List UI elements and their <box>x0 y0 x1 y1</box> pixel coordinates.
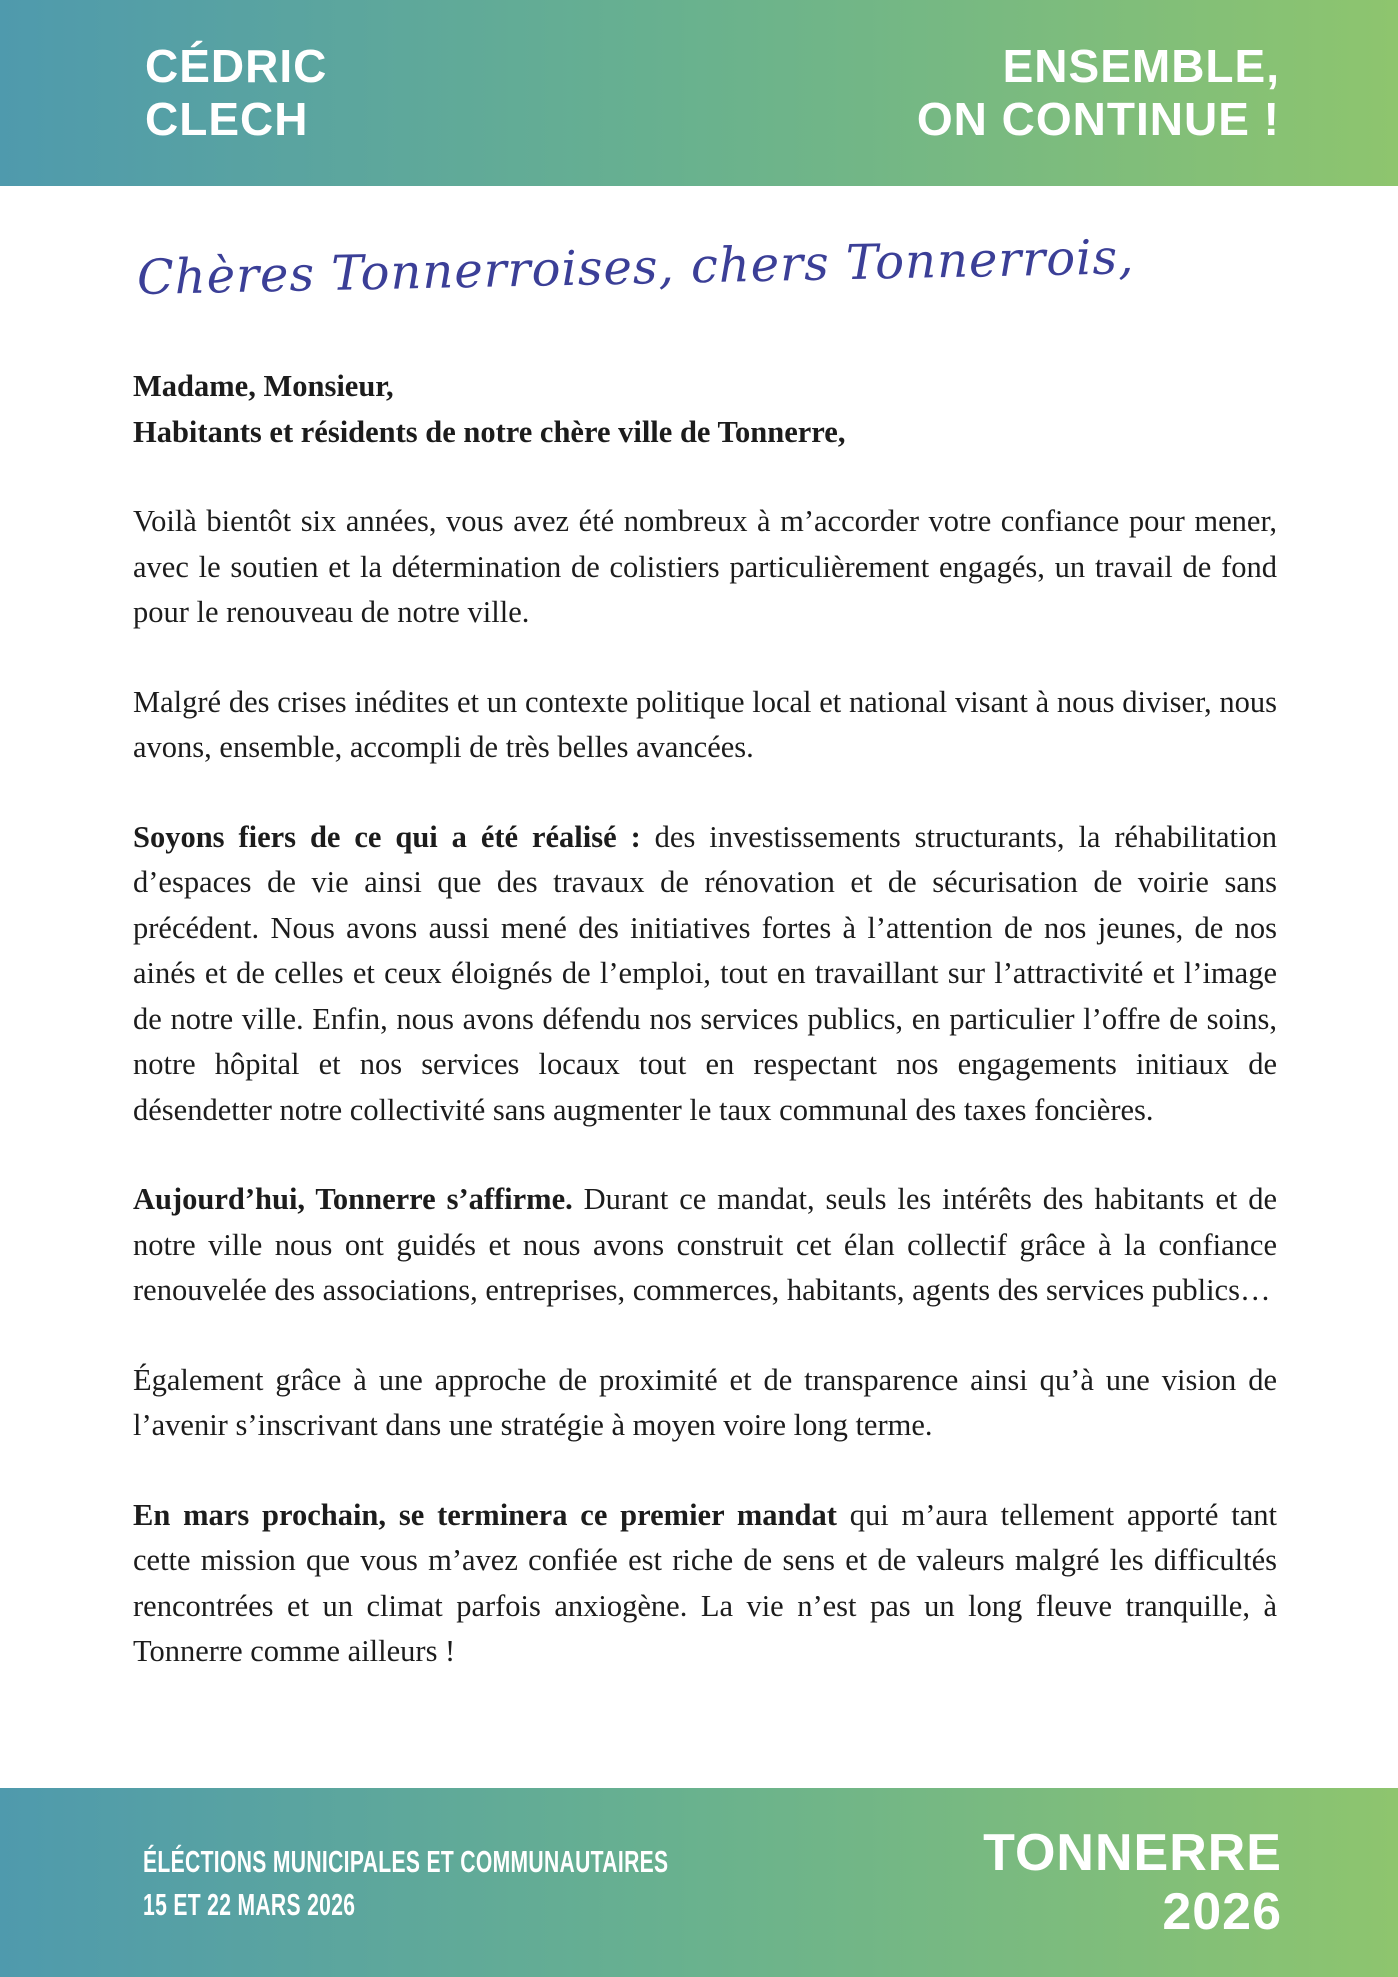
letter-paragraph <box>133 1358 1277 1449</box>
paragraph-text: qui m’aura tellement apporté tant cette mission que vous m’avez confiée est riche de sens et de valeurs malgré les difficultés rencontrées et un climat parfois anxiogène. La vie n’est pas un long fleuve tranquille, à Tonnerre comme ailleurs ! <box>133 1497 1277 1668</box>
handwritten-greeting: Chères Tonnerroises, chers Tonnerrois, <box>136 229 1135 306</box>
campaign-slogan-line1: ENSEMBLE, <box>1002 40 1280 92</box>
paragraph-text: Voilà bientôt six années, vous avez été nombreux à m’accorder votre confiance pour mener, avec le soutien et la détermination de colistiers particulièrement engagés, un travail de fond pour le renouveau de notre ville. <box>133 504 1277 629</box>
brand-year: 2026 <box>1162 1882 1282 1941</box>
election-title: ÉLÉCTIONS MUNICIPALES ET COMMUNAUTAIRES <box>143 1843 669 1879</box>
candidate-name-line2: CLECH <box>145 93 309 145</box>
paragraph-lead: En mars prochain, se terminera ce premier mandat <box>133 1497 850 1532</box>
paragraph-text: Malgré des crises inédites et un contexte politique local et national visant à nous diviser, nous avons, ensemble, accompli de très belles avancées. <box>133 684 1277 764</box>
campaign-slogan-line2: ON CONTINUE ! <box>916 93 1280 145</box>
campaign-slogan <box>917 40 1280 146</box>
header-banner <box>0 0 1398 186</box>
election-dates: 15 ET 22 MARS 2026 <box>143 1886 356 1922</box>
campaign-brand <box>983 1824 1282 1942</box>
paragraph-text: des investissements structurants, la réhabilitation d’espaces de vie ainsi que des travaux de rénovation et de sécurisation de voirie sans précédent. Nous avons aussi mené des initiatives fortes à l’attention de nos jeunes, de nos ainés et de celles et ceux éloignés de l’emploi, tout en travaillant sur l’attractivité et l’image de notre ville. Enfin, nous avons défendu nos services publics, en particulier l’offre de soins, notre hôpital et nos services locaux tout en respectant nos engagements initiaux de désendetter notre collectivité sans augmenter le taux communal des taxes foncières. <box>133 819 1277 1127</box>
letter-paragraph <box>133 815 1277 1134</box>
letter-body <box>0 186 1398 1719</box>
candidate-name <box>145 40 327 146</box>
election-info <box>143 1840 668 1926</box>
letter-paragraph <box>133 680 1277 771</box>
paragraph-text: Également grâce à une approche de proximité et de transparence ainsi qu’à une vision de l’avenir s’inscrivant dans une stratégie à moyen voire long terme. <box>133 1362 1277 1442</box>
letter-paragraph <box>133 499 1277 636</box>
paragraph-lead: Soyons fiers de ce qui a été réalisé : <box>133 819 655 854</box>
paragraph-lead: Aujourd’hui, Tonnerre s’affirme. <box>133 1182 584 1216</box>
brand-city: TONNERRE <box>983 1823 1282 1882</box>
salutation-line2: Habitants et résidents de notre chère ville de Tonnerre, <box>133 414 846 449</box>
letter-paragraph <box>133 1493 1277 1675</box>
salutation <box>133 364 1277 455</box>
candidate-name-line1: CÉDRIC <box>145 40 328 92</box>
letter-paragraph <box>133 1177 1277 1314</box>
footer-banner <box>0 1788 1398 1977</box>
paragraph-text: Durant ce mandat, seuls les intérêts des habitants et de notre ville nous ont guidés et nous avons construit cet élan collectif grâce à la confiance renouvelée des associations, entreprises, commerces, habitants, agents des services publics… <box>133 1182 1277 1307</box>
salutation-line1: Madame, Monsieur, <box>133 369 394 403</box>
